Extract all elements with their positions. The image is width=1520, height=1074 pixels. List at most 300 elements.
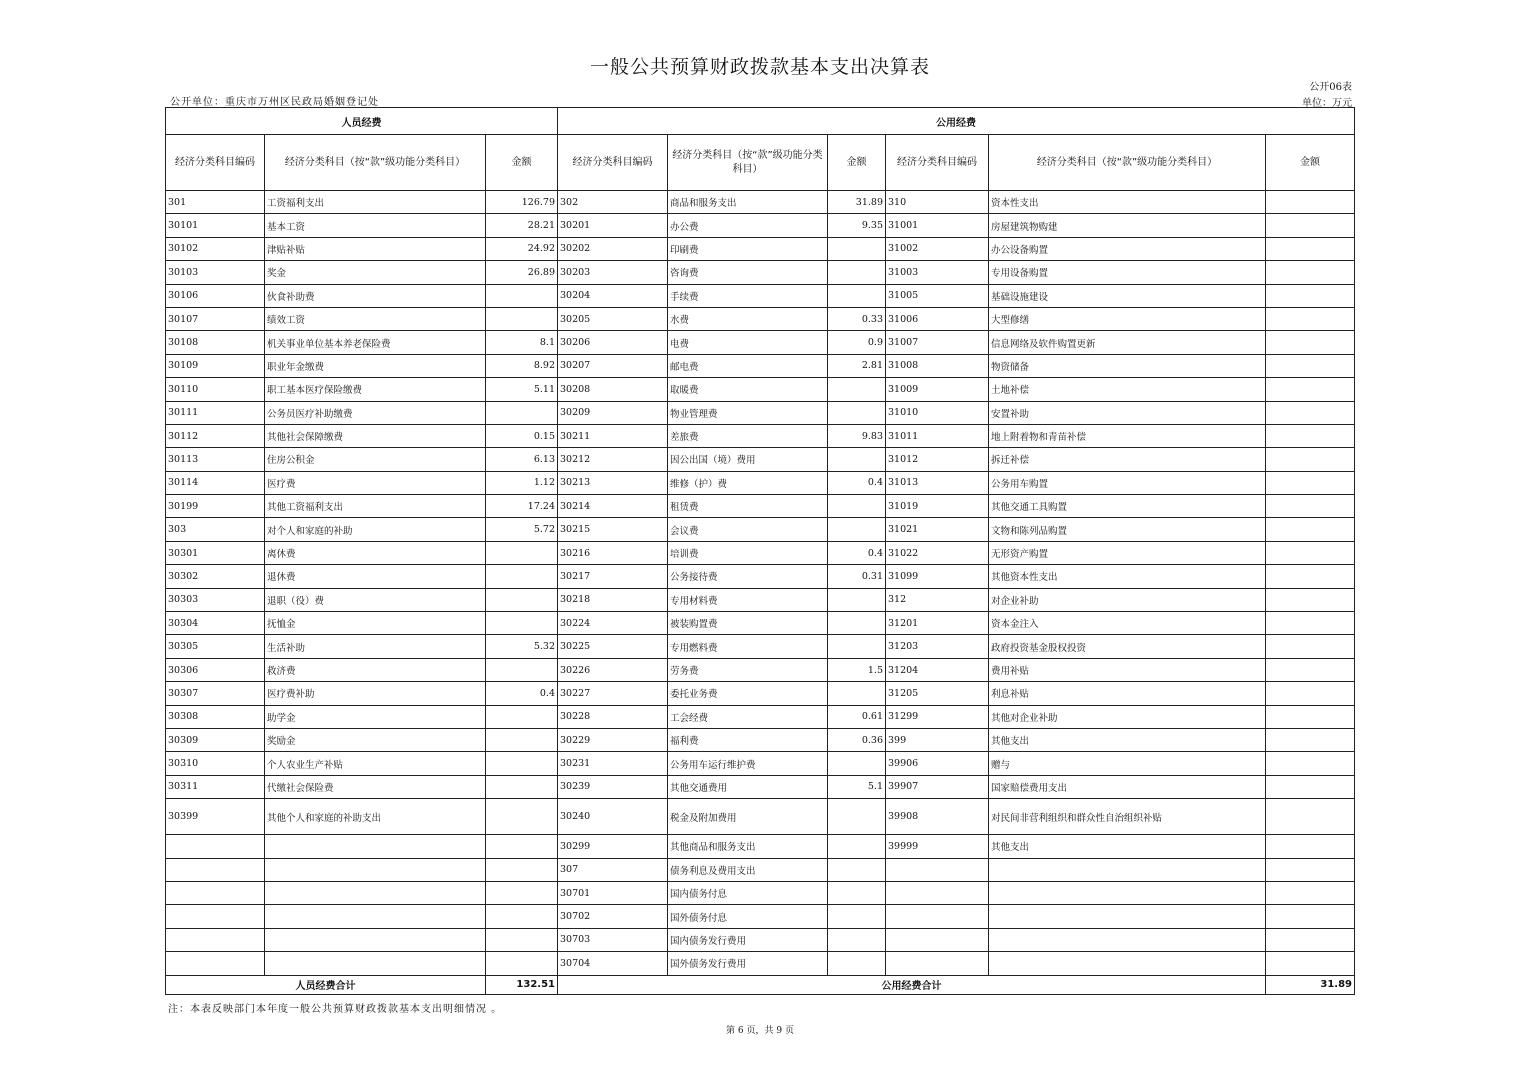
table-row [166,237,1355,260]
table-row [166,565,1355,588]
name-cell: 公务员医疗补助缴费 [265,401,486,424]
code-cell: 39907 [886,775,989,798]
code-cell: 30109 [166,354,265,377]
code-cell [886,928,989,951]
table-row [166,635,1355,658]
table-row [166,307,1355,330]
code-cell: 31011 [886,424,989,447]
name-cell: 其他个人和家庭的补助支出 [265,799,486,835]
name-cell: 维修（护）费 [668,471,828,494]
name-cell: 其他商品和服务支出 [668,835,828,858]
amount-cell [486,835,558,858]
code-cell: 301 [166,191,265,214]
amount-cell [1266,658,1355,681]
code-cell: 302 [558,191,668,214]
name-cell: 利息补贴 [989,682,1266,705]
amount-cell [486,565,558,588]
name-cell [265,858,486,881]
name-cell: 医疗费 [265,471,486,494]
name-cell: 机关事业单位基本养老保险费 [265,331,486,354]
code-cell: 30227 [558,682,668,705]
name-cell: 医疗费补助 [265,682,486,705]
amount-cell: 0.4 [828,471,886,494]
amount-cell [1266,905,1355,928]
name-cell [989,952,1266,975]
code-cell: 30309 [166,728,265,751]
amount-cell [828,495,886,518]
amount-cell [828,261,886,284]
name-cell: 奖励金 [265,728,486,751]
amount-cell [1266,541,1355,564]
name-cell: 专用燃料费 [668,635,828,658]
name-cell: 租赁费 [668,495,828,518]
table-row [166,835,1355,858]
amount-cell [486,858,558,881]
name-cell: 债务利息及费用支出 [668,858,828,881]
code-cell: 30239 [558,775,668,798]
code-cell: 31005 [886,284,989,307]
code-cell: 312 [886,588,989,611]
col-header-name: 经济分类科目（按“款”级功能分类科目） [668,135,828,191]
code-cell: 31007 [886,331,989,354]
code-cell: 30703 [558,928,668,951]
name-cell: 无形资产购置 [989,541,1266,564]
table-row [166,424,1355,447]
col-header-code: 经济分类科目编码 [166,135,265,191]
public-total-label: 公用经费合计 [558,975,1266,994]
code-cell: 39906 [886,752,989,775]
amount-cell [1266,799,1355,835]
table-row [166,799,1355,835]
name-cell: 办公设备购置 [989,237,1266,260]
amount-cell [1266,835,1355,858]
name-cell: 培训费 [668,541,828,564]
amount-cell: 126.79 [486,191,558,214]
totals-row [166,975,1355,994]
code-cell: 39908 [886,799,989,835]
code-cell: 31002 [886,237,989,260]
name-cell: 赠与 [989,752,1266,775]
amount-cell [486,705,558,728]
code-cell: 31019 [886,495,989,518]
table-row [166,518,1355,541]
amount-cell [828,448,886,471]
name-cell: 国内债务发行费用 [668,928,828,951]
table-row [166,775,1355,798]
name-cell: 资本金注入 [989,612,1266,635]
amount-cell [1266,565,1355,588]
name-cell: 公务接待费 [668,565,828,588]
code-cell: 31203 [886,635,989,658]
amount-cell [1266,775,1355,798]
code-cell: 30202 [558,237,668,260]
name-cell: 地上附着物和青苗补偿 [989,424,1266,447]
group-header-row [166,108,1355,135]
amount-cell [486,928,558,951]
name-cell: 物业管理费 [668,401,828,424]
amount-cell [486,541,558,564]
code-cell [166,858,265,881]
name-cell: 离休费 [265,541,486,564]
public-group-header: 公用经费 [558,108,1355,135]
name-cell: 被装购置费 [668,612,828,635]
code-cell: 30106 [166,284,265,307]
public-total-value: 31.89 [1266,975,1355,994]
name-cell: 房屋建筑物购建 [989,214,1266,237]
name-cell: 工资福利支出 [265,191,486,214]
name-cell: 基本工资 [265,214,486,237]
amount-cell [1266,354,1355,377]
code-cell: 30306 [166,658,265,681]
code-cell: 30209 [558,401,668,424]
code-cell: 30308 [166,705,265,728]
amount-cell: 8.1 [486,331,558,354]
name-cell: 因公出国（境）费用 [668,448,828,471]
code-cell [886,905,989,928]
code-cell: 30201 [558,214,668,237]
code-cell: 30103 [166,261,265,284]
amount-cell [828,588,886,611]
code-cell: 30199 [166,495,265,518]
code-cell: 30114 [166,471,265,494]
amount-cell [1266,682,1355,705]
amount-cell [828,881,886,904]
col-header-name: 经济分类科目（按“款”级功能分类科目） [989,135,1266,191]
amount-cell [1266,378,1355,401]
name-cell: 对企业补助 [989,588,1266,611]
code-cell: 30206 [558,331,668,354]
amount-cell: 5.11 [486,378,558,401]
code-cell: 31006 [886,307,989,330]
page-number: 第 6 页，共 9 页 [726,1026,794,1036]
table-row [166,952,1355,975]
name-cell [265,928,486,951]
name-cell: 差旅费 [668,424,828,447]
code-cell: 30231 [558,752,668,775]
amount-cell: 0.4 [828,541,886,564]
name-cell: 大型修缮 [989,307,1266,330]
name-cell: 伙食补助费 [265,284,486,307]
name-cell: 退职（役）费 [265,588,486,611]
code-cell: 31001 [886,214,989,237]
name-cell: 办公费 [668,214,828,237]
col-header-amount: 金额 [828,135,886,191]
amount-cell: 5.32 [486,635,558,658]
amount-cell: 5.1 [828,775,886,798]
amount-cell [828,905,886,928]
code-cell: 30107 [166,307,265,330]
name-cell [265,881,486,904]
code-cell: 30110 [166,378,265,401]
name-cell: 手续费 [668,284,828,307]
amount-cell [486,799,558,835]
name-cell: 对个人和家庭的补助 [265,518,486,541]
code-cell: 307 [558,858,668,881]
code-cell: 31012 [886,448,989,471]
amount-cell: 17.24 [486,495,558,518]
amount-cell [1266,214,1355,237]
code-cell: 30101 [166,214,265,237]
amount-cell [486,752,558,775]
amount-cell [828,237,886,260]
amount-cell: 0.9 [828,331,886,354]
code-cell: 31204 [886,658,989,681]
code-cell: 30212 [558,448,668,471]
code-cell [166,952,265,975]
amount-cell [1266,752,1355,775]
code-cell: 30203 [558,261,668,284]
code-cell: 31299 [886,705,989,728]
name-cell: 水费 [668,307,828,330]
table-row [166,448,1355,471]
code-cell: 30307 [166,682,265,705]
table-row [166,858,1355,881]
table-row [166,378,1355,401]
amount-cell [1266,495,1355,518]
code-cell: 30301 [166,541,265,564]
amount-cell [1266,518,1355,541]
table-row [166,752,1355,775]
col-header-code: 经济分类科目编码 [558,135,668,191]
amount-cell [486,307,558,330]
code-cell: 30108 [166,331,265,354]
name-cell [265,905,486,928]
amount-cell: 5.72 [486,518,558,541]
name-cell: 福利费 [668,728,828,751]
amount-cell [1266,331,1355,354]
table-row [166,191,1355,214]
amount-cell: 28.21 [486,214,558,237]
currency-unit: 单位：万元 [1302,98,1352,109]
amount-cell: 6.13 [486,448,558,471]
amount-cell [828,835,886,858]
personnel-total-value: 132.51 [486,975,558,994]
amount-cell: 0.4 [486,682,558,705]
amount-cell [486,401,558,424]
name-cell: 费用补贴 [989,658,1266,681]
name-cell: 拆迁补偿 [989,448,1266,471]
amount-cell: 9.83 [828,424,886,447]
code-cell: 30310 [166,752,265,775]
table-row [166,705,1355,728]
table-row [166,354,1355,377]
amount-cell [1266,705,1355,728]
code-cell: 31009 [886,378,989,401]
amount-cell [828,752,886,775]
name-cell: 公务用车购置 [989,471,1266,494]
code-cell: 30207 [558,354,668,377]
name-cell: 住房公积金 [265,448,486,471]
amount-cell [486,612,558,635]
amount-cell [828,378,886,401]
name-cell: 对民间非营利组织和群众性自治组织补贴 [989,799,1266,835]
name-cell [989,928,1266,951]
personnel-group-header: 人员经费 [166,108,558,135]
col-header-code: 经济分类科目编码 [886,135,989,191]
amount-cell [486,728,558,751]
name-cell: 个人农业生产补贴 [265,752,486,775]
amount-cell [1266,261,1355,284]
table-row [166,682,1355,705]
code-cell: 310 [886,191,989,214]
table-row [166,658,1355,681]
table-row [166,284,1355,307]
code-cell: 30111 [166,401,265,424]
name-cell: 退休费 [265,565,486,588]
code-cell: 31008 [886,354,989,377]
name-cell: 文物和陈列品购置 [989,518,1266,541]
code-cell: 30304 [166,612,265,635]
name-cell [989,858,1266,881]
amount-cell [828,518,886,541]
name-cell: 绩效工资 [265,307,486,330]
name-cell [265,835,486,858]
code-cell: 30228 [558,705,668,728]
code-cell: 30225 [558,635,668,658]
name-cell: 职工基本医疗保险缴费 [265,378,486,401]
amount-cell: 31.89 [828,191,886,214]
amount-cell [1266,307,1355,330]
table-row [166,928,1355,951]
amount-cell [1266,237,1355,260]
amount-cell [1266,471,1355,494]
code-cell: 30702 [558,905,668,928]
amount-cell [1266,588,1355,611]
code-cell: 30113 [166,448,265,471]
code-cell [166,835,265,858]
amount-cell [486,905,558,928]
name-cell: 劳务费 [668,658,828,681]
amount-cell [828,799,886,835]
name-cell: 取暖费 [668,378,828,401]
table-number: 公开06表 [1309,82,1352,93]
amount-cell [1266,424,1355,447]
code-cell [886,858,989,881]
amount-cell [1266,928,1355,951]
name-cell: 抚恤金 [265,612,486,635]
amount-cell [486,775,558,798]
name-cell: 委托业务费 [668,682,828,705]
name-cell [989,905,1266,928]
code-cell: 30214 [558,495,668,518]
name-cell: 国家赔偿费用支出 [989,775,1266,798]
name-cell: 其他交通工具购置 [989,495,1266,518]
code-cell: 31013 [886,471,989,494]
name-cell: 奖金 [265,261,486,284]
code-cell: 30204 [558,284,668,307]
amount-cell [1266,881,1355,904]
reporting-unit: 公开单位：重庆市万州区民政局婚姻登记处 [170,97,379,108]
name-cell: 代缴社会保险费 [265,775,486,798]
amount-cell [1266,858,1355,881]
amount-cell [828,284,886,307]
amount-cell: 9.35 [828,214,886,237]
name-cell: 税金及附加费用 [668,799,828,835]
name-cell: 救济费 [265,658,486,681]
table-row [166,214,1355,237]
amount-cell [828,928,886,951]
column-header-row [166,135,1355,191]
table-row [166,261,1355,284]
amount-cell [1266,635,1355,658]
code-cell: 31021 [886,518,989,541]
code-cell [166,905,265,928]
amount-cell: 1.5 [828,658,886,681]
amount-cell [1266,952,1355,975]
code-cell: 30303 [166,588,265,611]
table-row [166,728,1355,751]
code-cell [166,928,265,951]
code-cell: 30218 [558,588,668,611]
table-row [166,495,1355,518]
code-cell: 31022 [886,541,989,564]
code-cell: 303 [166,518,265,541]
amount-cell [828,682,886,705]
amount-cell [1266,191,1355,214]
amount-cell [486,658,558,681]
name-cell: 商品和服务支出 [668,191,828,214]
code-cell: 30229 [558,728,668,751]
code-cell: 30211 [558,424,668,447]
code-cell: 30205 [558,307,668,330]
code-cell [166,881,265,904]
table-row [166,331,1355,354]
name-cell: 其他工资福利支出 [265,495,486,518]
code-cell: 30704 [558,952,668,975]
code-cell: 30240 [558,799,668,835]
name-cell: 专用设备购置 [989,261,1266,284]
code-cell: 31003 [886,261,989,284]
amount-cell [828,858,886,881]
code-cell: 30224 [558,612,668,635]
amount-cell [828,952,886,975]
code-cell: 30399 [166,799,265,835]
amount-cell [486,952,558,975]
name-cell: 国外债务付息 [668,905,828,928]
name-cell: 其他资本性支出 [989,565,1266,588]
code-cell: 30299 [558,835,668,858]
amount-cell [486,588,558,611]
name-cell [989,881,1266,904]
code-cell: 31010 [886,401,989,424]
code-cell [886,952,989,975]
amount-cell: 0.61 [828,705,886,728]
amount-cell: 1.12 [486,471,558,494]
name-cell: 其他支出 [989,835,1266,858]
code-cell: 30216 [558,541,668,564]
name-cell: 邮电费 [668,354,828,377]
col-header-name: 经济分类科目（按“款”级功能分类科目） [265,135,486,191]
expenditure-table [165,107,1355,995]
name-cell: 专用材料费 [668,588,828,611]
amount-cell: 26.89 [486,261,558,284]
personnel-total-label: 人员经费合计 [166,975,486,994]
table-row [166,881,1355,904]
code-cell: 399 [886,728,989,751]
amount-cell: 8.92 [486,354,558,377]
table-row [166,401,1355,424]
code-cell: 30305 [166,635,265,658]
page-title: 一般公共预算财政拨款基本支出决算表 [589,56,930,78]
code-cell: 30102 [166,237,265,260]
name-cell: 物资储备 [989,354,1266,377]
amount-cell: 0.15 [486,424,558,447]
name-cell: 公务用车运行维护费 [668,752,828,775]
amount-cell: 0.36 [828,728,886,751]
name-cell: 津贴补贴 [265,237,486,260]
amount-cell [1266,612,1355,635]
amount-cell [486,284,558,307]
